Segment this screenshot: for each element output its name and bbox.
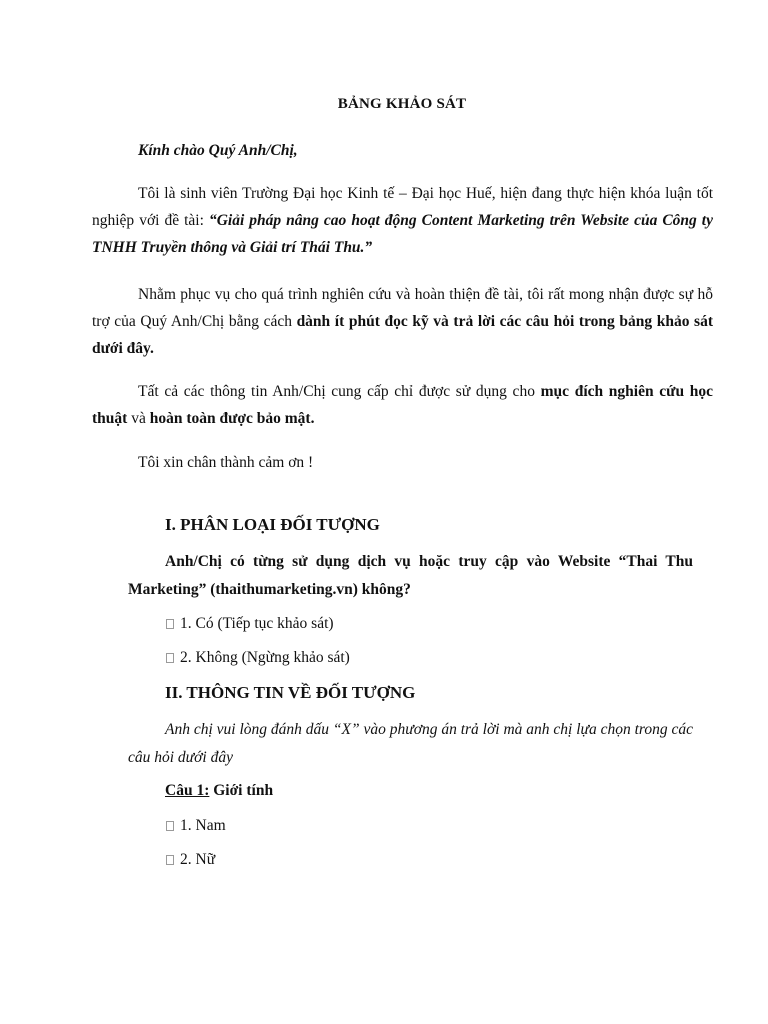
greeting: Kính chào Quý Anh/Chị, bbox=[138, 142, 298, 159]
option-female[interactable] bbox=[166, 851, 215, 869]
intro-paragraph bbox=[92, 180, 713, 261]
thesis-topic: “Giải pháp nâng cao hoạt động Content Marketing trên Website của Công ty TNHH Truyền thông và Giải trí Thái Thu.” bbox=[92, 212, 713, 256]
instruction: Anh chị vui lòng đánh dấu “X” vào phương án trả lời mà anh chị lựa chọn trong các câu hỏi dưới đây bbox=[128, 721, 693, 766]
privacy-paragraph bbox=[92, 378, 713, 432]
screening-question bbox=[128, 548, 693, 604]
option-label: 1. Có (Tiếp tục khảo sát) bbox=[180, 615, 334, 632]
request-bold: dành ít phút đọc kỹ và trả lời các câu hỏi trong bảng khảo sát dưới đây. bbox=[92, 313, 713, 357]
privacy-text-2: và bbox=[127, 410, 150, 427]
instruction-text bbox=[128, 716, 693, 772]
option-label: 2. Không (Ngừng khảo sát) bbox=[180, 649, 350, 666]
checkbox-icon[interactable] bbox=[166, 653, 174, 663]
option-male[interactable] bbox=[166, 817, 226, 835]
request-text: Nhằm phục vụ cho quá trình nghiên cứu và hoàn thiện đề tài, tôi rất mong nhận được sự hỗ trợ của Quý Anh/Chị bằng cách bbox=[92, 286, 713, 330]
checkbox-icon[interactable] bbox=[166, 821, 174, 831]
privacy-bold-2: hoàn toàn được bảo mật. bbox=[149, 410, 315, 427]
option-no[interactable] bbox=[166, 649, 350, 667]
thanks-line: Tôi xin chân thành cảm ơn ! bbox=[138, 454, 314, 471]
page-title: BẢNG KHẢO SÁT bbox=[337, 96, 467, 112]
question-1-text: Giới tính bbox=[209, 782, 274, 799]
request-paragraph bbox=[92, 281, 713, 362]
question-1-heading bbox=[165, 782, 273, 800]
question-1-label: Câu 1: bbox=[165, 782, 210, 799]
privacy-bold-1: mục đích nghiên cứu học thuật bbox=[92, 383, 713, 427]
checkbox-icon[interactable] bbox=[166, 855, 174, 865]
section-2-heading: II. THÔNG TIN VỀ ĐỐI TƯỢNG bbox=[165, 683, 416, 702]
privacy-text-1: Tất cả các thông tin Anh/Chị cung cấp chỉ được sử dụng cho bbox=[138, 383, 541, 400]
option-label: 1. Nam bbox=[180, 817, 226, 834]
section-1-heading: I. PHÂN LOẠI ĐỐI TƯỢNG bbox=[165, 515, 380, 534]
intro-text: Tôi là sinh viên Trường Đại học Kinh tế – Đại học Huế, hiện đang thực hiện khóa luận tốt nghiệp với đề tài: bbox=[92, 185, 713, 229]
option-yes[interactable] bbox=[166, 615, 334, 633]
option-label: 2. Nữ bbox=[180, 851, 216, 868]
screening-question-text: Anh/Chị có từng sử dụng dịch vụ hoặc truy cập vào Website “Thai Thu Marketing” (thaithumarketing.vn) không? bbox=[128, 553, 693, 598]
checkbox-icon[interactable] bbox=[166, 619, 174, 629]
